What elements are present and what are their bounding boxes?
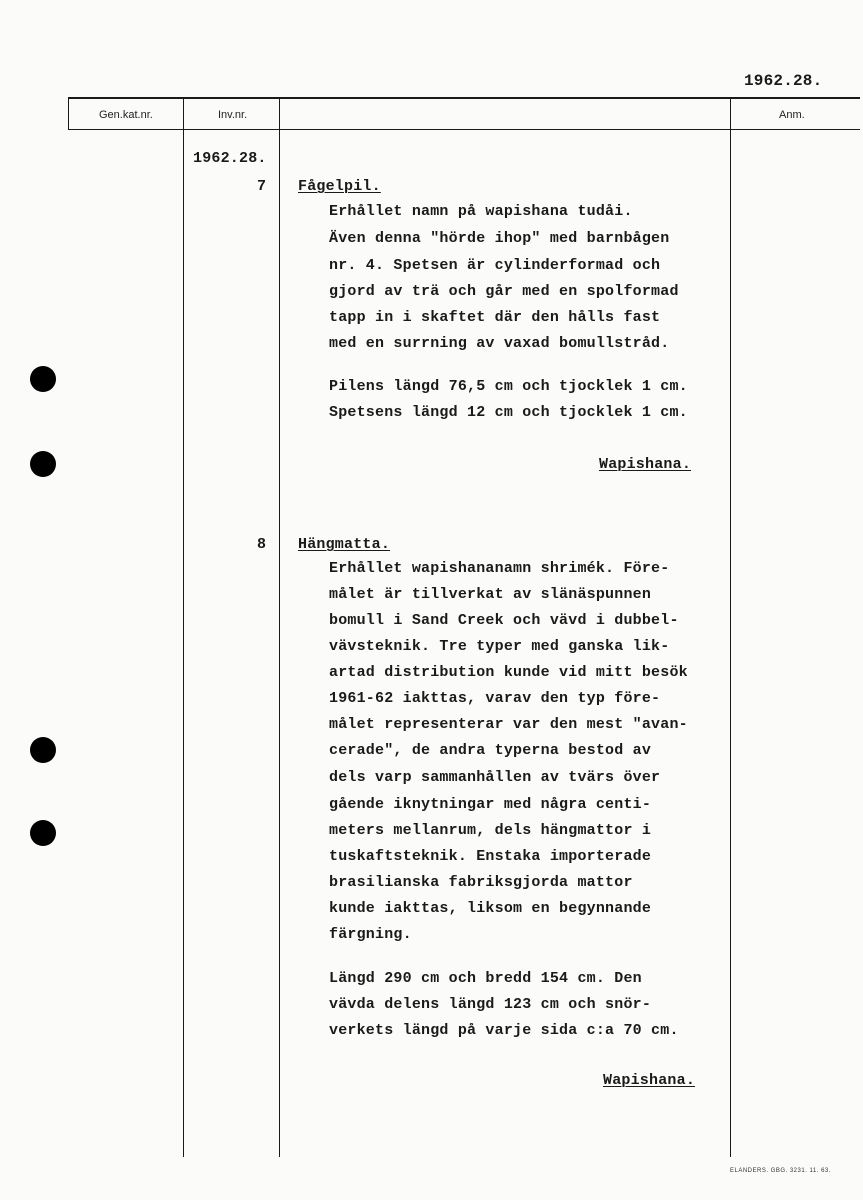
description-line: Även denna "hörde ihop" med barnbågen: [329, 230, 670, 247]
measure-line: verkets längd på varje sida c:a 70 cm.: [329, 1022, 679, 1039]
header-bottom-rule: [68, 129, 860, 130]
description-line: målet representerar var den mest "avan-: [329, 716, 688, 733]
header-inv-nr: Inv.nr.: [218, 109, 248, 121]
binder-hole: [30, 451, 56, 477]
description-line: artad distribution kunde vid mitt besök: [329, 664, 688, 681]
entry-title: Hängmatta.: [298, 536, 391, 553]
description-line: Erhållet namn på wapishana tudåi.: [329, 203, 633, 220]
description-line: tapp in i skaftet där den hålls fast: [329, 309, 661, 326]
description-line: gjord av trä och går med en spolformad: [329, 283, 679, 300]
header-anm: Anm.: [779, 109, 805, 121]
description-line: cerade", de andra typerna bestod av: [329, 742, 652, 759]
column-rule-4: [730, 97, 731, 1157]
description-line: tuskaftsteknik. Enstaka importerade: [329, 848, 652, 865]
description-line: dels varp sammanhållen av tvärs över: [329, 769, 661, 786]
description-line: målet är tillverkat av slänäspunnen: [329, 586, 652, 603]
header-gen-kat-nr: Gen.kat.nr.: [99, 109, 153, 121]
page-number: 1962.28.: [744, 72, 823, 90]
entry-number: 8: [257, 536, 267, 553]
column-rule-1: [68, 97, 69, 130]
measure-line: Längd 290 cm och bredd 154 cm. Den: [329, 970, 642, 987]
entry-number: 7: [257, 178, 267, 195]
description-line: brasilianska fabriksgjorda mattor: [329, 874, 633, 891]
entry-source: Wapishana.: [599, 456, 692, 473]
description-line: nr. 4. Spetsen är cylinderformad och: [329, 257, 661, 274]
description-line: med en surrning av vaxad bomullstråd.: [329, 335, 670, 352]
description-line: vävsteknik. Tre typer med ganska lik-: [329, 638, 670, 655]
description-line: bomull i Sand Creek och vävd i dubbel-: [329, 612, 679, 629]
binder-hole: [30, 820, 56, 846]
description-line: gående iknytningar med några centi-: [329, 796, 652, 813]
column-rule-3: [279, 97, 280, 1157]
entry-title: Fågelpil.: [298, 178, 381, 195]
inventory-series: 1962.28.: [193, 150, 267, 167]
column-rule-2: [183, 97, 184, 1157]
binder-hole: [30, 737, 56, 763]
measure-line: Spetsens längd 12 cm och tjocklek 1 cm.: [329, 404, 688, 421]
binder-hole: [30, 366, 56, 392]
printer-imprint: ELANDERS. GBG. 3231. 11. 63.: [730, 1168, 831, 1174]
measure-line: vävda delens längd 123 cm och snör-: [329, 996, 652, 1013]
description-line: 1961-62 iakttas, varav den typ före-: [329, 690, 661, 707]
measure-line: Pilens längd 76,5 cm och tjocklek 1 cm.: [329, 378, 688, 395]
entry-source: Wapishana.: [603, 1072, 696, 1089]
description-line: meters mellanrum, dels hängmattor i: [329, 822, 652, 839]
header-top-rule: [68, 97, 860, 99]
description-line: färgning.: [329, 926, 412, 943]
description-line: Erhållet wapishananamn shrimék. Före-: [329, 560, 670, 577]
description-line: kunde iakttas, liksom en begynnande: [329, 900, 652, 917]
